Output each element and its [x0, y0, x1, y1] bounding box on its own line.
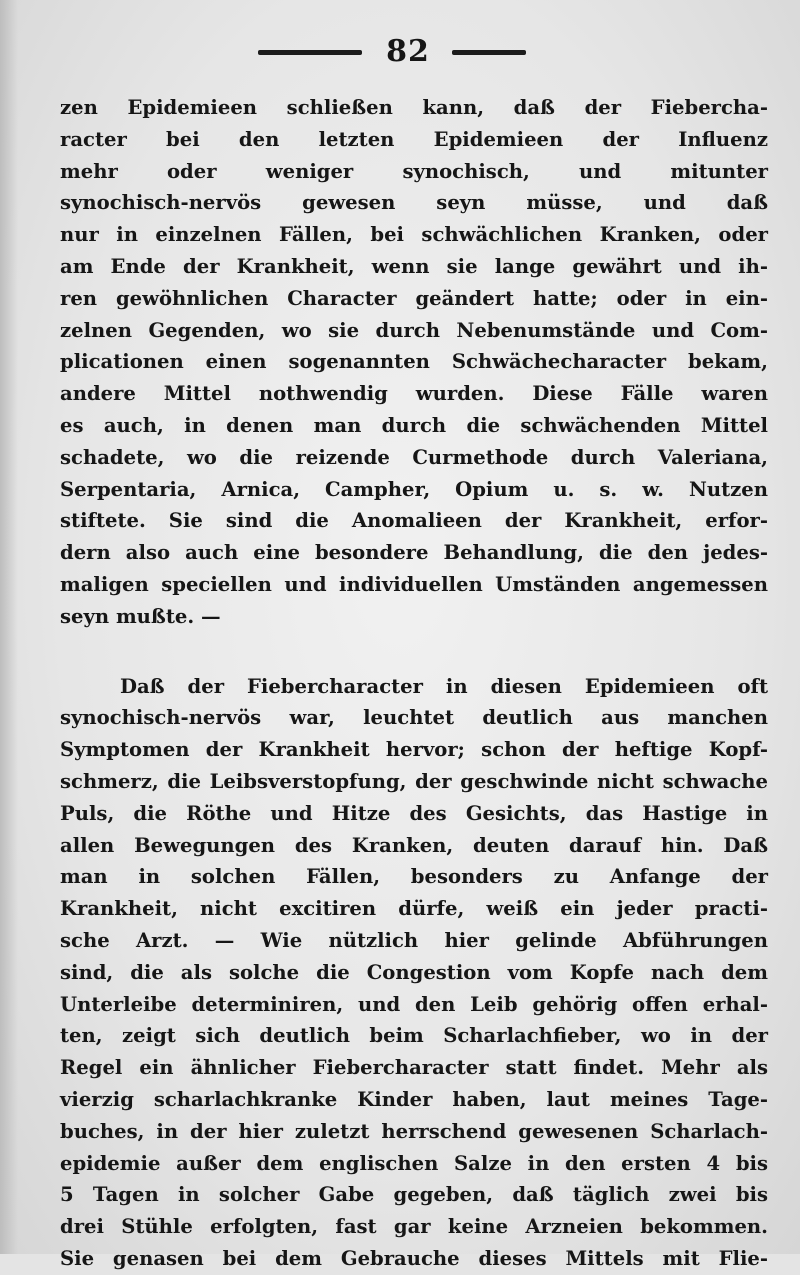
text-line: man in solchen Fällen, besonders zu Anfange der	[60, 865, 768, 889]
text-line: plicationen einen sogenannten Schwächecharacter bekam,	[60, 350, 768, 374]
text-line: buches, in der hier zuletzt herrschend gewesenen Scharlach-	[60, 1119, 768, 1143]
text-line: nur in einzelnen Fällen, bei schwächlichen Kranken, oder	[60, 223, 768, 247]
text-line: synochisch-nervös gewesen seyn müsse, und daß	[60, 191, 768, 215]
text-line: ten, zeigt sich deutlich beim Scharlachfieber, wo in der	[60, 1024, 768, 1048]
text-line: Symptomen der Krankheit hervor; schon der heftige Kopf-	[60, 738, 768, 762]
text-line: Puls, die Röthe und Hitze des Gesichts, das Hastige in	[60, 801, 768, 825]
text-line: racter bei den letzten Epidemieen der Influenz	[60, 127, 768, 151]
text-line: zen Epidemieen schließen kann, daß der Fiebercha-	[60, 96, 768, 119]
text-line: schadete, wo die reizende Curmethode durch Valeriana,	[60, 445, 768, 469]
page-number: 82	[386, 34, 430, 69]
text-line: synochisch-nervös war, leuchtet deutlich aus manchen	[60, 706, 768, 730]
header-rule-left	[258, 50, 362, 55]
text-line: Daß der Fiebercharacter in diesen Epidemieen oft	[120, 674, 768, 698]
text-line: drei Stühle erfolgten, fast gar keine Arzneien bekommen.	[60, 1215, 768, 1239]
text-line: maligen speciellen und individuellen Umständen angemessen	[60, 572, 768, 596]
text-line: am Ende der Krankheit, wenn sie lange gewährt und ih-	[60, 254, 768, 278]
text-line: andere Mittel nothwendig wurden. Diese Fälle waren	[60, 382, 768, 406]
text-line: Sie genasen bei dem Gebrauche dieses Mittels mit Flie-	[60, 1246, 768, 1270]
text-line: epidemie außer dem englischen Salze in den ersten 4 bis	[60, 1151, 768, 1175]
page-header	[0, 34, 800, 74]
text-line: vierzig scharlachkranke Kinder haben, laut meines Tage-	[60, 1087, 768, 1111]
text-line: es auch, in denen man durch die schwächenden Mittel	[60, 413, 768, 437]
text-line: stiftete. Sie sind die Anomalieen der Krankheit, erfor-	[60, 509, 768, 533]
text-line: sind, die als solche die Congestion vom Kopfe nach dem	[60, 960, 768, 984]
text-line: Serpentaria, Arnica, Campher, Opium u. s. w. Nutzen	[60, 477, 768, 501]
text-line: ren gewöhnlichen Character geändert hatte; oder in ein-	[60, 286, 768, 310]
text-line: Krankheit, nicht excitiren dürfe, weiß ein jeder practi-	[60, 897, 768, 921]
header-rule-right	[452, 50, 526, 55]
text-line: 5 Tagen in solcher Gabe gegeben, daß täglich zwei bis	[60, 1183, 768, 1207]
text-line: mehr oder weniger synochisch, und mitunter	[60, 159, 768, 183]
text-line: Regel ein ähnlicher Fiebercharacter statt findet. Mehr als	[60, 1056, 768, 1080]
text-line: allen Bewegungen des Kranken, deuten darauf hin. Daß	[60, 833, 768, 857]
text-line: dern also auch eine besondere Behandlung, die den jedes-	[60, 541, 768, 565]
paragraph-gap	[60, 633, 768, 671]
paragraph-1	[60, 92, 768, 633]
text-line: Unterleibe determiniren, und den Leib gehörig offen erhal-	[60, 992, 768, 1016]
body-text	[60, 92, 768, 1275]
text-line: seyn mußte. —	[60, 604, 221, 628]
paragraph-2	[60, 671, 768, 1275]
text-line: zelnen Gegenden, wo sie durch Nebenumstände und Com-	[60, 318, 768, 342]
text-line: sche Arzt. — Wie nützlich hier gelinde Abführungen	[60, 928, 768, 952]
text-line: schmerz, die Leibsverstopfung, der geschwinde nicht schwache	[60, 769, 768, 793]
